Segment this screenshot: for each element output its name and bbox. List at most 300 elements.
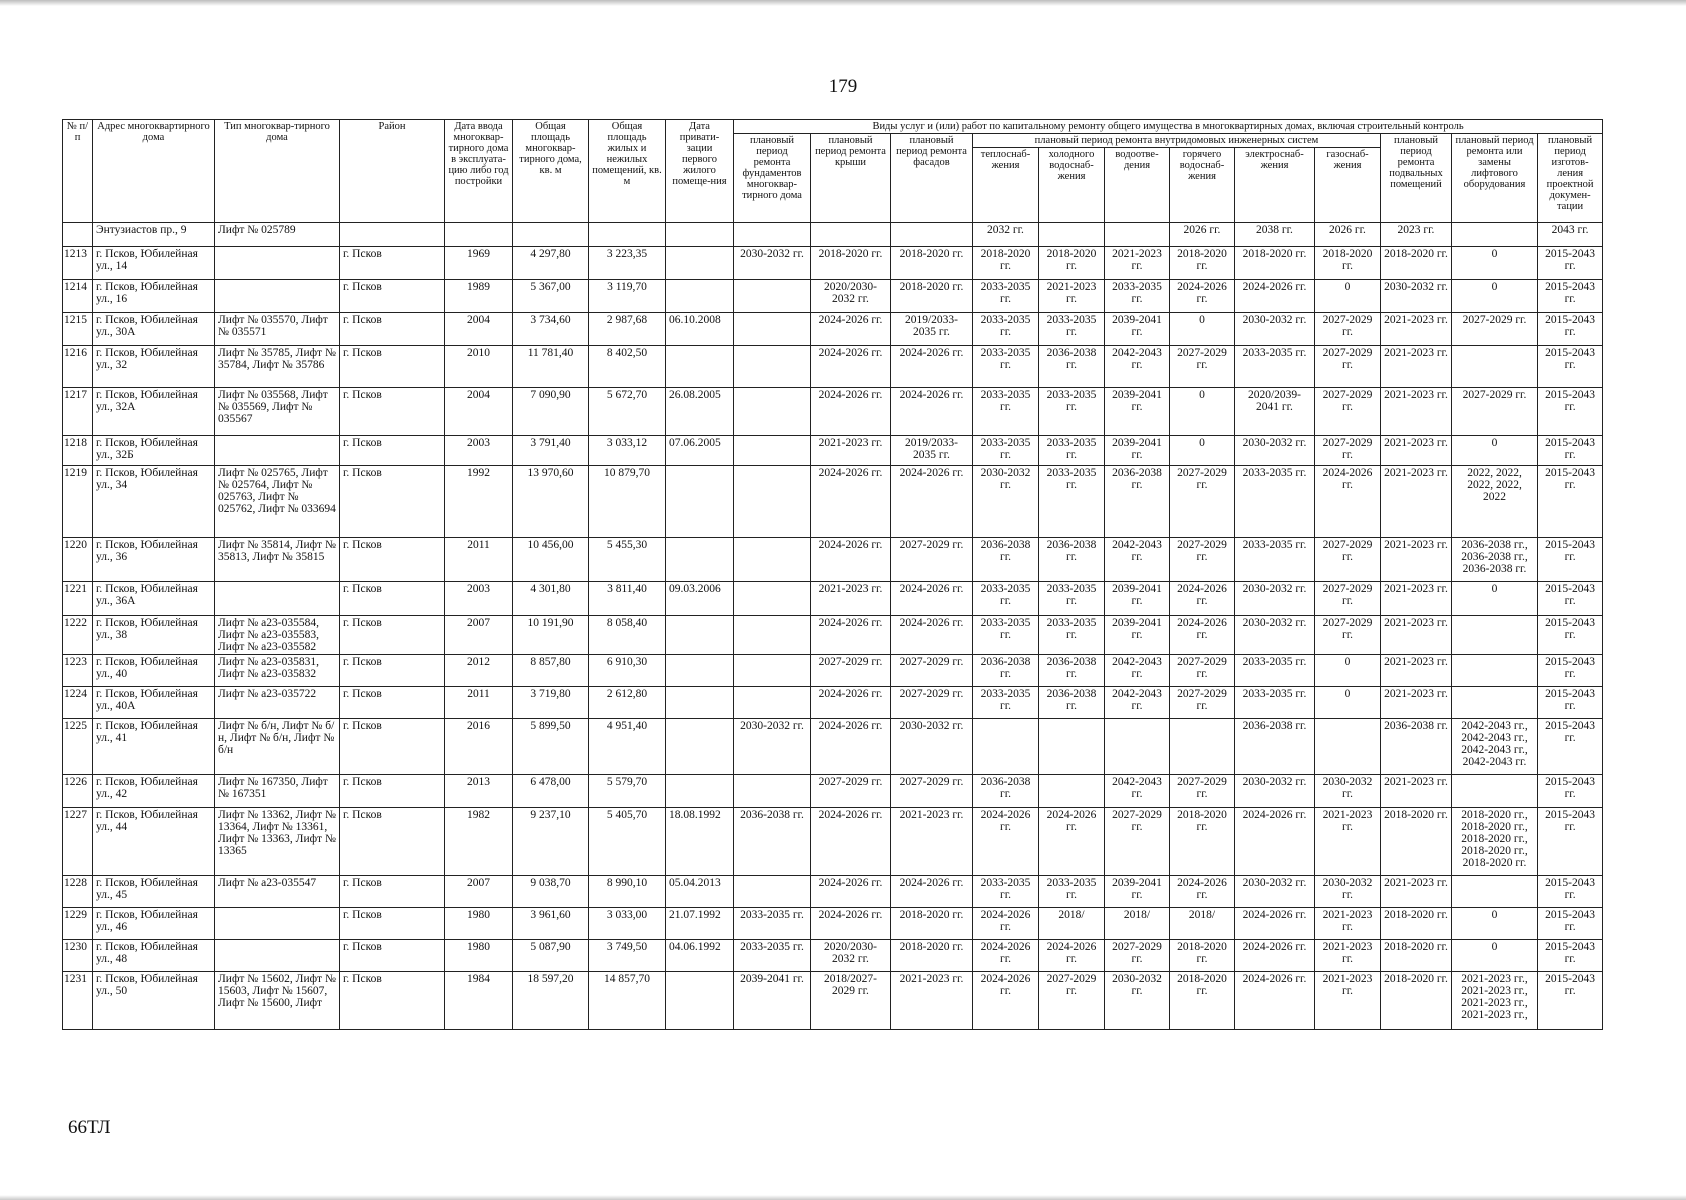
cell-roof: 2024-2026 гг. [811,687,891,719]
cell-num: 1214 [63,280,93,313]
cell-date-in: 2003 [445,582,513,616]
cell-hot-water: 2027-2029 гг. [1170,466,1235,538]
cell-hot-water: 2027-2029 гг. [1170,346,1235,388]
col-header-living-area: Общая площадь жилых и нежилых помещений, кв. м [589,120,666,223]
cell-basement: 2018-2020 гг. [1381,908,1452,940]
cell-facade: 2018-2020 гг. [891,280,973,313]
cell-roof: 2024-2026 гг. [811,719,891,775]
cell-district: г. Псков [340,436,445,466]
cell-hot-water: 0 [1170,313,1235,346]
cell-facade: 2024-2026 гг. [891,346,973,388]
cell-living-area: 6 910,30 [589,655,666,687]
cell-facade: 2021-2023 гг. [891,808,973,876]
cell-type [215,280,340,313]
cell-cold-water: 2033-2035 гг. [1039,616,1105,655]
cell-living-area: 14 857,70 [589,972,666,1030]
cell-priv-date: 21.07.1992 [666,908,734,940]
cell-basement: 2018-2020 гг. [1381,808,1452,876]
cell-cold-water: 2024-2026 гг. [1039,808,1105,876]
cell-total-area: 11 781,40 [513,346,589,388]
cell-electric: 2030-2032 гг. [1235,775,1315,808]
cell-facade: 2018-2020 гг. [891,940,973,972]
cell-design-docs: 2015-2043 гг. [1538,687,1603,719]
cell-type: Лифт № 13362, Лифт № 13364, Лифт № 13361, Лифт № 13363, Лифт № 13365 [215,808,340,876]
cell-foundation: 2039-2041 гг. [734,972,811,1030]
cell-basement: 2023 гг. [1381,223,1452,247]
cell-date-in: 2007 [445,876,513,908]
cell-date-in: 1982 [445,808,513,876]
cell-hot-water: 2018-2020 гг. [1170,972,1235,1030]
cell-design-docs: 2015-2043 гг. [1538,808,1603,876]
cell-electric: 2024-2026 гг. [1235,908,1315,940]
cell-basement: 2021-2023 гг. [1381,775,1452,808]
cell-living-area: 3 811,40 [589,582,666,616]
cell-heat: 2033-2035 гг. [973,616,1039,655]
cell-basement: 2021-2023 гг. [1381,616,1452,655]
cell-foundation [734,346,811,388]
cell-design-docs: 2015-2043 гг. [1538,616,1603,655]
cell-num: 1230 [63,940,93,972]
cell-cold-water [1039,719,1105,775]
cell-num: 1219 [63,466,93,538]
cell-address: г. Псков, Юбилейная ул., 16 [93,280,215,313]
cell-living-area: 3 033,00 [589,908,666,940]
cell-date-in: 2007 [445,616,513,655]
cell-district: г. Псков [340,719,445,775]
cell-drain [1105,719,1170,775]
cell-district: г. Псков [340,687,445,719]
table-row [63,876,1603,908]
cell-living-area: 8 402,50 [589,346,666,388]
cell-district [340,223,445,247]
cell-date-in: 2004 [445,313,513,346]
col-header-works-group: Виды услуг и (или) работ по капитальному ремонту общего имущества в многоквартирных домах, включая строительный контроль [734,120,1603,134]
cell-hot-water: 2027-2029 гг. [1170,687,1235,719]
cell-date-in [445,223,513,247]
cell-address: г. Псков, Юбилейная ул., 38 [93,616,215,655]
cell-type: Лифт № 035570, Лифт № 035571 [215,313,340,346]
cell-priv-date [666,223,734,247]
cell-total-area: 6 478,00 [513,775,589,808]
cell-total-area: 7 090,90 [513,388,589,436]
cell-elevator [1452,687,1538,719]
cell-gas: 2027-2029 гг. [1315,616,1381,655]
cell-foundation [734,388,811,436]
cell-priv-date [666,538,734,582]
cell-gas: 2021-2023 гг. [1315,808,1381,876]
capital-repair-table [62,119,1603,1030]
col-header-facade: плановый период ремонта фасадов [891,134,973,223]
table-row [63,436,1603,466]
cell-electric: 2024-2026 гг. [1235,280,1315,313]
cell-cold-water: 2036-2038 гг. [1039,538,1105,582]
cell-cold-water: 2036-2038 гг. [1039,655,1105,687]
cell-date-in: 2004 [445,388,513,436]
table-row [63,538,1603,582]
cell-drain [1105,223,1170,247]
cell-drain: 2033-2035 гг. [1105,280,1170,313]
col-header-elevator: плановый период ремонта или замены лифтового оборудования [1452,134,1538,223]
cell-cold-water: 2018/ [1039,908,1105,940]
cell-district: г. Псков [340,346,445,388]
cell-total-area: 3 961,60 [513,908,589,940]
cell-gas: 2027-2029 гг. [1315,346,1381,388]
cell-design-docs: 2015-2043 гг. [1538,908,1603,940]
cell-cold-water [1039,775,1105,808]
cell-electric: 2033-2035 гг. [1235,538,1315,582]
table-row [63,313,1603,346]
table-row [63,616,1603,655]
cell-basement: 2030-2032 гг. [1381,280,1452,313]
cell-gas: 2027-2029 гг. [1315,582,1381,616]
col-header-electric: электроснаб-жения [1235,148,1315,223]
cell-address: г. Псков, Юбилейная ул., 41 [93,719,215,775]
cell-facade: 2024-2026 гг. [891,582,973,616]
cell-facade: 2030-2032 гг. [891,719,973,775]
table-row [63,346,1603,388]
cell-facade: 2024-2026 гг. [891,388,973,436]
col-header-hot-water: горячего водоснаб-жения [1170,148,1235,223]
cell-electric: 2038 гг. [1235,223,1315,247]
cell-type: Лифт № 035568, Лифт № 035569, Лифт № 035567 [215,388,340,436]
cell-foundation [734,223,811,247]
table-row [63,223,1603,247]
cell-living-area: 8 990,10 [589,876,666,908]
cell-num [63,223,93,247]
cell-elevator: 2036-2038 гг., 2036-2038 гг., 2036-2038 гг. [1452,538,1538,582]
cell-foundation [734,655,811,687]
cell-design-docs: 2015-2043 гг. [1538,388,1603,436]
cell-num: 1231 [63,972,93,1030]
cell-date-in: 2011 [445,687,513,719]
cell-elevator [1452,223,1538,247]
cell-hot-water: 0 [1170,436,1235,466]
cell-total-area: 18 597,20 [513,972,589,1030]
cell-foundation: 2036-2038 гг. [734,808,811,876]
cell-foundation [734,775,811,808]
cell-elevator: 2042-2043 гг., 2042-2043 гг., 2042-2043 гг., 2042-2043 гг. [1452,719,1538,775]
cell-foundation [734,616,811,655]
cell-date-in: 1989 [445,280,513,313]
cell-cold-water: 2018-2020 гг. [1039,247,1105,280]
cell-type: Лифт № а23-035831, Лифт № а23-035832 [215,655,340,687]
cell-facade: 2027-2029 гг. [891,687,973,719]
table-row [63,466,1603,538]
cell-living-area: 3 749,50 [589,940,666,972]
cell-cold-water: 2033-2035 гг. [1039,876,1105,908]
cell-elevator [1452,346,1538,388]
col-header-total-area: Общая площадь многоквар-тирного дома, кв. м [513,120,589,223]
col-header-drain: водоотве-дения [1105,148,1170,223]
cell-design-docs: 2015-2043 гг. [1538,466,1603,538]
table-body [63,223,1603,1030]
table-row [63,940,1603,972]
scan-edge-bottom [0,1195,1686,1200]
cell-gas: 0 [1315,687,1381,719]
cell-num: 1222 [63,616,93,655]
cell-gas: 0 [1315,280,1381,313]
cell-living-area: 4 951,40 [589,719,666,775]
cell-address: г. Псков, Юбилейная ул., 44 [93,808,215,876]
cell-type: Лифт № 025789 [215,223,340,247]
cell-roof: 2021-2023 гг. [811,436,891,466]
cell-priv-date [666,247,734,280]
cell-electric: 2030-2032 гг. [1235,436,1315,466]
cell-design-docs: 2015-2043 гг. [1538,940,1603,972]
cell-foundation: 2030-2032 гг. [734,719,811,775]
cell-basement: 2021-2023 гг. [1381,538,1452,582]
cell-facade [891,223,973,247]
cell-gas: 2018-2020 гг. [1315,247,1381,280]
cell-date-in: 2012 [445,655,513,687]
cell-foundation [734,466,811,538]
cell-facade: 2024-2026 гг. [891,616,973,655]
cell-heat: 2030-2032 гг. [973,466,1039,538]
cell-district: г. Псков [340,247,445,280]
cell-type [215,436,340,466]
cell-elevator: 2027-2029 гг. [1452,313,1538,346]
cell-total-area: 3 791,40 [513,436,589,466]
cell-living-area: 3 033,12 [589,436,666,466]
cell-address: г. Псков, Юбилейная ул., 48 [93,940,215,972]
cell-district: г. Псков [340,655,445,687]
cell-priv-date [666,972,734,1030]
cell-num: 1218 [63,436,93,466]
cell-elevator: 2027-2029 гг. [1452,388,1538,436]
cell-hot-water: 2018/ [1170,908,1235,940]
cell-district: г. Псков [340,280,445,313]
cell-roof: 2024-2026 гг. [811,876,891,908]
cell-cold-water: 2027-2029 гг. [1039,972,1105,1030]
cell-drain: 2021-2023 гг. [1105,247,1170,280]
table-row [63,280,1603,313]
cell-heat: 2036-2038 гг. [973,775,1039,808]
cell-drain: 2027-2029 гг. [1105,808,1170,876]
cell-roof: 2024-2026 гг. [811,466,891,538]
cell-roof: 2024-2026 гг. [811,808,891,876]
cell-elevator: 0 [1452,908,1538,940]
cell-elevator [1452,655,1538,687]
cell-design-docs: 2015-2043 гг. [1538,436,1603,466]
cell-priv-date: 09.03.2006 [666,582,734,616]
cell-drain: 2039-2041 гг. [1105,436,1170,466]
cell-hot-water [1170,719,1235,775]
cell-address: г. Псков, Юбилейная ул., 50 [93,972,215,1030]
cell-address: г. Псков, Юбилейная ул., 40 [93,655,215,687]
cell-date-in: 1992 [445,466,513,538]
cell-drain: 2018/ [1105,908,1170,940]
cell-type: Лифт № 35785, Лифт № 35784, Лифт № 35786 [215,346,340,388]
cell-design-docs: 2015-2043 гг. [1538,280,1603,313]
cell-num: 1215 [63,313,93,346]
cell-drain: 2042-2043 гг. [1105,346,1170,388]
cell-num: 1220 [63,538,93,582]
table-row [63,655,1603,687]
cell-gas [1315,719,1381,775]
cell-facade: 2018-2020 гг. [891,908,973,940]
cell-date-in: 2010 [445,346,513,388]
cell-cold-water: 2033-2035 гг. [1039,436,1105,466]
cell-electric: 2030-2032 гг. [1235,582,1315,616]
cell-gas: 2027-2029 гг. [1315,538,1381,582]
cell-type [215,582,340,616]
cell-cold-water: 2024-2026 гг. [1039,940,1105,972]
cell-design-docs: 2015-2043 гг. [1538,775,1603,808]
cell-roof: 2021-2023 гг. [811,582,891,616]
cell-living-area: 5 672,70 [589,388,666,436]
cell-roof: 2024-2026 гг. [811,388,891,436]
cell-hot-water: 2026 гг. [1170,223,1235,247]
cell-foundation [734,280,811,313]
cell-electric: 2018-2020 гг. [1235,247,1315,280]
cell-num: 1225 [63,719,93,775]
cell-heat: 2033-2035 гг. [973,876,1039,908]
cell-priv-date [666,346,734,388]
cell-roof: 2027-2029 гг. [811,775,891,808]
cell-facade: 2019/2033-2035 гг. [891,436,973,466]
cell-design-docs: 2015-2043 гг. [1538,346,1603,388]
cell-elevator: 0 [1452,280,1538,313]
cell-num: 1227 [63,808,93,876]
cell-roof: 2020/2030-2032 гг. [811,940,891,972]
cell-electric: 2030-2032 гг. [1235,616,1315,655]
cell-heat: 2032 гг. [973,223,1039,247]
cell-total-area [513,223,589,247]
cell-drain: 2027-2029 гг. [1105,940,1170,972]
cell-address: г. Псков, Юбилейная ул., 32Б [93,436,215,466]
cell-total-area: 9 237,10 [513,808,589,876]
cell-heat: 2033-2035 гг. [973,346,1039,388]
cell-cold-water: 2033-2035 гг. [1039,388,1105,436]
cell-heat: 2033-2035 гг. [973,582,1039,616]
cell-date-in: 1980 [445,908,513,940]
cell-living-area: 3 119,70 [589,280,666,313]
cell-date-in: 2003 [445,436,513,466]
col-header-num: № п/п [63,120,93,223]
cell-drain: 2030-2032 гг. [1105,972,1170,1030]
cell-drain: 2042-2043 гг. [1105,775,1170,808]
col-header-systems-group: плановый период ремонта внутридомовых инженерных систем [973,134,1381,148]
cell-drain: 2039-2041 гг. [1105,388,1170,436]
cell-electric: 2030-2032 гг. [1235,313,1315,346]
cell-hot-water: 2027-2029 гг. [1170,655,1235,687]
cell-total-area: 3 734,60 [513,313,589,346]
cell-drain: 2042-2043 гг. [1105,687,1170,719]
cell-district: г. Псков [340,388,445,436]
cell-address: г. Псков, Юбилейная ул., 42 [93,775,215,808]
cell-heat: 2033-2035 гг. [973,313,1039,346]
cell-electric: 2024-2026 гг. [1235,972,1315,1030]
cell-electric: 2020/2039-2041 гг. [1235,388,1315,436]
cell-type: Лифт № б/н, Лифт № б/н, Лифт № б/н, Лифт № б/н [215,719,340,775]
cell-total-area: 5 367,00 [513,280,589,313]
cell-heat: 2033-2035 гг. [973,436,1039,466]
cell-hot-water: 2024-2026 гг. [1170,582,1235,616]
cell-elevator: 0 [1452,247,1538,280]
cell-heat: 2024-2026 гг. [973,908,1039,940]
cell-design-docs: 2015-2043 гг. [1538,876,1603,908]
cell-living-area [589,223,666,247]
cell-address: г. Псков, Юбилейная ул., 45 [93,876,215,908]
cell-design-docs: 2043 гг. [1538,223,1603,247]
cell-roof: 2024-2026 гг. [811,313,891,346]
cell-district: г. Псков [340,876,445,908]
cell-priv-date [666,719,734,775]
cell-type: Лифт № 025765, Лифт № 025764, Лифт № 025763, Лифт № 025762, Лифт № 033694 [215,466,340,538]
cell-electric: 2033-2035 гг. [1235,687,1315,719]
cell-total-area: 13 970,60 [513,466,589,538]
cell-num: 1213 [63,247,93,280]
cell-hot-water: 2018-2020 гг. [1170,940,1235,972]
cell-foundation [734,436,811,466]
cell-cold-water [1039,223,1105,247]
cell-foundation [734,582,811,616]
cell-address: Энтузиастов пр., 9 [93,223,215,247]
cell-district: г. Псков [340,908,445,940]
cell-cold-water: 2036-2038 гг. [1039,687,1105,719]
table-row [63,247,1603,280]
cell-roof: 2024-2026 гг. [811,616,891,655]
cell-facade: 2024-2026 гг. [891,876,973,908]
cell-elevator: 2022, 2022, 2022, 2022, 2022 [1452,466,1538,538]
cell-basement: 2021-2023 гг. [1381,313,1452,346]
cell-priv-date [666,280,734,313]
col-header-date-in: Дата ввода многоквар-тирного дома в эксплуата-цию либо год постройки [445,120,513,223]
cell-type: Лифт № 35814, Лифт № 35813, Лифт № 35815 [215,538,340,582]
cell-hot-water: 2018-2020 гг. [1170,247,1235,280]
cell-total-area: 5 899,50 [513,719,589,775]
col-header-address: Адрес многоквартирного дома [93,120,215,223]
cell-drain: 2036-2038 гг. [1105,466,1170,538]
table-row [63,972,1603,1030]
cell-heat: 2036-2038 гг. [973,538,1039,582]
cell-priv-date: 05.04.2013 [666,876,734,908]
cell-basement: 2021-2023 гг. [1381,346,1452,388]
cell-electric: 2024-2026 гг. [1235,940,1315,972]
cell-total-area: 8 857,80 [513,655,589,687]
cell-basement: 2036-2038 гг. [1381,719,1452,775]
cell-living-area: 5 579,70 [589,775,666,808]
cell-elevator: 2018-2020 гг., 2018-2020 гг., 2018-2020 гг., 2018-2020 гг., 2018-2020 гг. [1452,808,1538,876]
col-header-heat: теплоснаб-жения [973,148,1039,223]
cell-gas: 2030-2032 гг. [1315,775,1381,808]
cell-design-docs: 2015-2043 гг. [1538,655,1603,687]
cell-facade: 2024-2026 гг. [891,466,973,538]
cell-facade: 2027-2029 гг. [891,538,973,582]
cell-living-area: 5 405,70 [589,808,666,876]
cell-roof: 2018-2020 гг. [811,247,891,280]
cell-drain: 2042-2043 гг. [1105,655,1170,687]
cell-address: г. Псков, Юбилейная ул., 36А [93,582,215,616]
cell-total-area: 9 038,70 [513,876,589,908]
cell-address: г. Псков, Юбилейная ул., 30А [93,313,215,346]
cell-elevator: 0 [1452,582,1538,616]
cell-gas: 2027-2029 гг. [1315,313,1381,346]
cell-electric: 2033-2035 гг. [1235,346,1315,388]
cell-elevator: 2021-2023 гг., 2021-2023 гг., 2021-2023 гг., 2021-2023 гг., [1452,972,1538,1030]
cell-heat: 2033-2035 гг. [973,687,1039,719]
cell-district: г. Псков [340,775,445,808]
cell-gas: 0 [1315,655,1381,687]
cell-design-docs: 2015-2043 гг. [1538,247,1603,280]
cell-roof: 2024-2026 гг. [811,346,891,388]
cell-priv-date [666,655,734,687]
cell-basement: 2018-2020 гг. [1381,940,1452,972]
cell-date-in: 2016 [445,719,513,775]
cell-hot-water: 2018-2020 гг. [1170,808,1235,876]
cell-drain: 2042-2043 гг. [1105,538,1170,582]
cell-design-docs: 2015-2043 гг. [1538,313,1603,346]
